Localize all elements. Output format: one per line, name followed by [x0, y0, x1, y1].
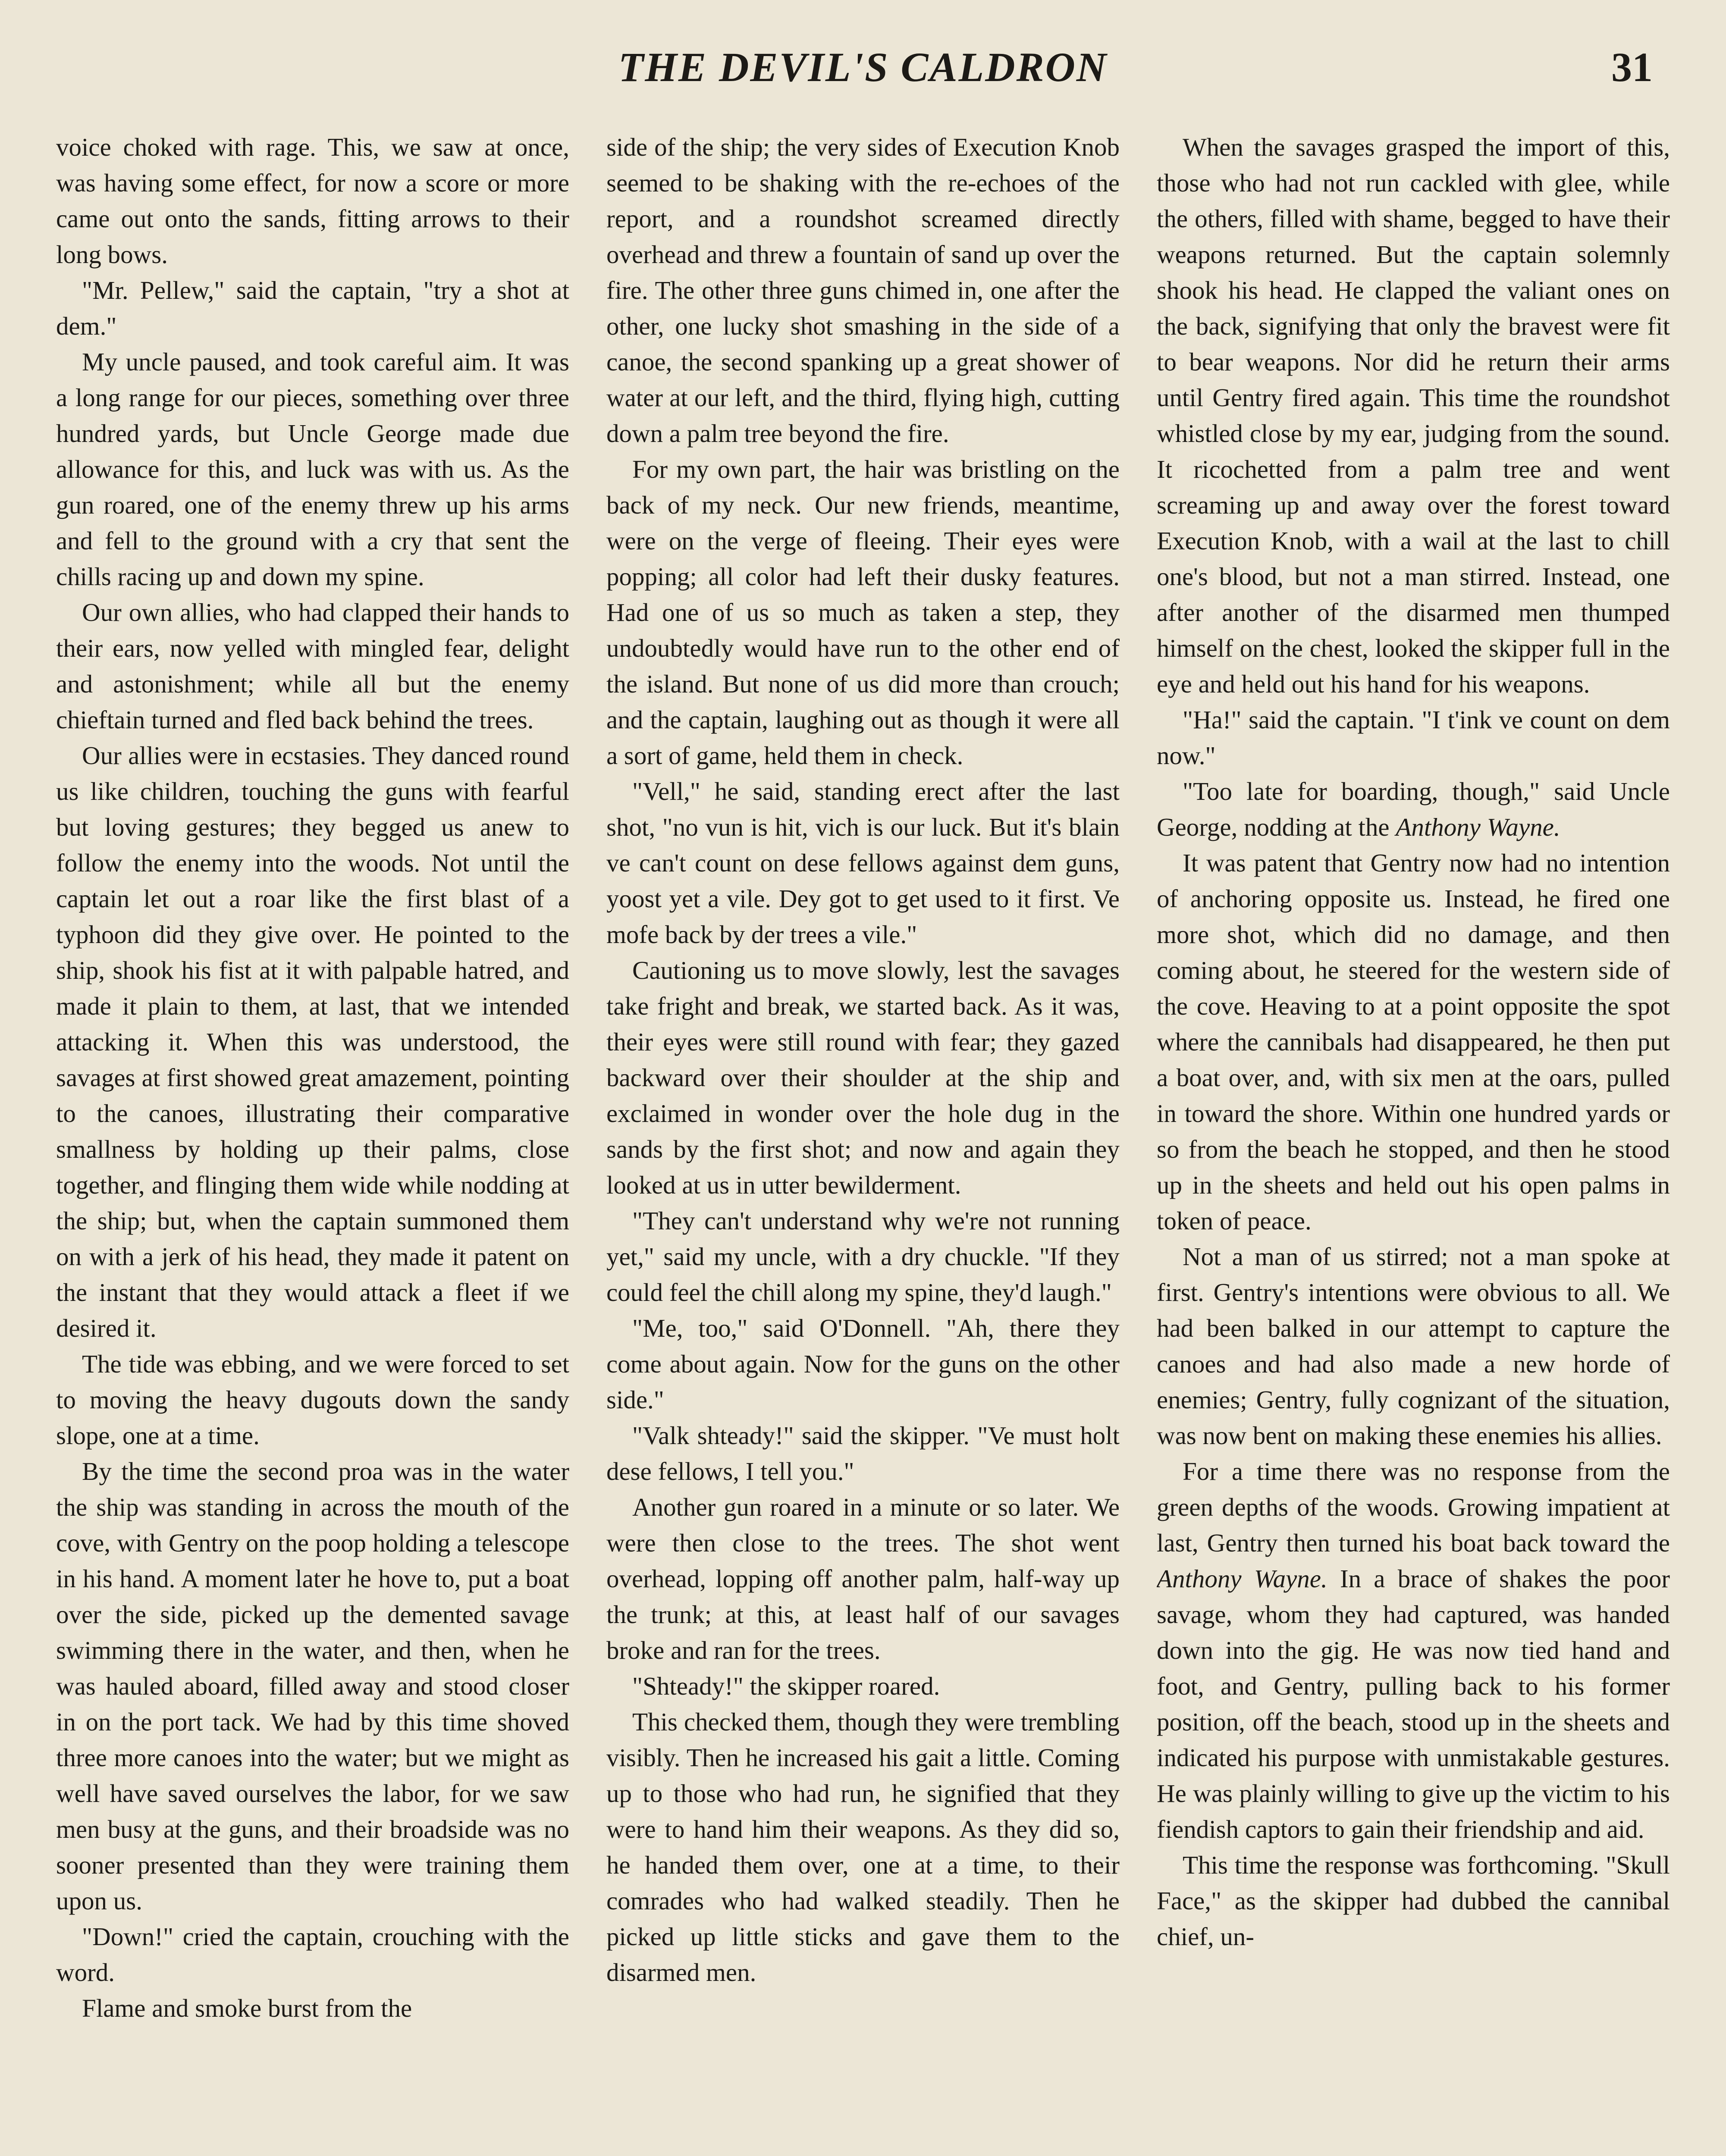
paragraph: My uncle paused, and took careful aim. It was a long range for our pieces, something over three hundred yards, but Uncle George made due allowance for this, and luck was with us. As the gun roared, one of the enemy threw up his arms and fell to the ground with a cry that sent the chills racing up and down my spine. — [56, 348, 569, 591]
paragraph: "Ha!" said the captain. "I t'ink ve count on dem now." — [1157, 705, 1670, 770]
paragraph: Flame and smoke burst from the — [82, 1994, 412, 2022]
text-column-1 — [56, 129, 569, 2156]
paragraph — [1157, 774, 1670, 845]
paragraph: Not a man of us stirred; not a man spoke at first. Gentry's intentions were obvious to all. We had been balked in our attempt to capture the canoes and had also made a new horde of enemies; Gentry, fully cognizant of the situation, was now bent on making these enemies his allies. — [1157, 1242, 1670, 1450]
paragraph: Our allies were in ecstasies. They danced round us like children, touching the guns with fearful but loving gestures; they begged us anew to follow the enemy into the woods. Not until the captain let out a roar like the first blast of a typhoon did they give over. He pointed to the ship, shook his fist at it with palpable hatred, and made it plain to them, at last, that we intended attacking it. When this was understood, the savages at first showed great amazement, pointing to the canoes, illustrating their comparative smallness by holding up their palms, close together, and flinging them wide while nodding at the ship; but, when the captain summoned them on with a jerk of his head, they made it patent on the instant that they would attack a fleet if we desired it. — [56, 741, 569, 1342]
paragraph-text: "Too late for boarding, though," said Uncle George, nodding at the — [1157, 777, 1670, 841]
ship-name: Anthony Wayne. — [1396, 813, 1560, 841]
paragraph: "Down!" cried the captain, crouching with the word. — [56, 1922, 569, 1987]
paragraph — [1157, 1454, 1670, 1847]
running-title: THE DEVIL'S CALDRON — [618, 44, 1108, 90]
paragraph: By the time the second proa was in the water the ship was standing in across the mouth of the cove, with Gentry on the poop holding a telescope in his hand. A moment later he hove to, put a boat over the side, picked up the demented savage swimming there in the water, and then, when he was hauled aboard, filled away and stood closer in on the port tack. We had by this time shoved three more canoes into the water; but we might as well have saved ourselves the labor, for we saw men busy at the guns, and their broadside was no sooner presented than they were training them upon us. — [56, 1457, 569, 1915]
paragraph-text: For a time there was no response from the green depths of the woods. Growing impatient at last, Gentry then turned his boat back toward the — [1157, 1457, 1670, 1557]
paragraph: This checked them, though they were trembling visibly. Then he increased his gait a little. Coming up to those who had run, he signified that they were to hand him their weapons. As they did so, he handed them over, one at a time, to their comrades who had walked steadily. Then he picked up little sticks and gave them to the disarmed men. — [606, 1708, 1120, 1987]
paragraph: Cautioning us to move slowly, lest the savages take fright and break, we started back. As it was, their eyes were still round with fear; they gazed backward over their shoulder at the ship and exclaimed in wonder over the hole dug in the sands by the first shot; and now and again they looked at us in utter bewilderment. — [606, 956, 1120, 1199]
paragraph: The tide was ebbing, and we were forced to set to moving the heavy dugouts down the sandy slope, one at a time. — [56, 1350, 569, 1450]
paragraph-text: In a brace of shakes the poor savage, whom they had captured, was handed down into the gig. He was now tied hand and foot, and Gentry, pulling back to his former position, off the beach, stood up in the sheets and indicated his purpose with unmistakable gestures. He was plainly willing to give up the victim to his fiendish captors to gain their friendship and aid. — [1157, 1564, 1670, 1843]
paragraph: This time the response was forthcoming. "Skull Face," as the skipper had dubbed the cannibal chief, un- — [1157, 1851, 1670, 1951]
paragraph: Our own allies, who had clapped their hands to their ears, now yelled with mingled fear, delight and astonishment; while all but the enemy chieftain turned and fled back behind the trees. — [56, 598, 569, 734]
paragraph: When the savages grasped the import of this, those who had not run cackled with glee, while the others, filled with shame, begged to have their weapons returned. But the captain solemnly shook his head. He clapped the valiant ones on the back, signifying that only the bravest were fit to bear weapons. Nor did he return their arms until Gentry fired again. This time the roundshot whistled close by my ear, judging from the sound. It ricochetted from a palm tree and went screaming up and away over the forest toward Execution Knob, with a wail at the last to chill one's blood, but not a man stirred. Instead, one after another of the disarmed men thumped himself on the chest, looked the skipper full in the eye and held out his hand for his weapons. — [1157, 133, 1670, 698]
paragraph: "Mr. Pellew," said the captain, "try a shot at dem." — [56, 276, 569, 340]
page-number: 31 — [1611, 44, 1653, 90]
paragraph: It was patent that Gentry now had no intention of anchoring opposite us. Instead, he fired one more shot, which did no damage, and then coming about, he steered for the western side of the cove. Heaving to at a point opposite the spot where the cannibals had disappeared, he then put a boat over, and, with six men at the oars, pulled in toward the shore. Within one hundred yards or so from the beach he stopped, and then he stood up in the sheets and held out his open palms in token of peace. — [1157, 849, 1670, 1235]
paragraph: "Vell," he said, standing erect after the last shot, "no vun is hit, vich is our luck. But it's blain ve can't count on dese fellows against dem guns, yoost yet a vile. Dey got to get used to it first. Ve mofe back by der trees a vile." — [606, 777, 1120, 949]
text-column-3 — [1157, 129, 1670, 2156]
text-column-2 — [606, 129, 1120, 2156]
page-header — [56, 26, 1670, 112]
paragraph: Another gun roared in a minute or so later. We were then close to the trees. The shot went overhead, lopping off another palm, half-way up the trunk; at this, at least half of our savages broke and ran for the trees. — [606, 1493, 1120, 1664]
paragraph: "Me, too," said O'Donnell. "Ah, there they come about again. Now for the guns on the other side." — [606, 1314, 1120, 1414]
paragraph: side of the ship; the very sides of Execution Knob seemed to be shaking with the re-echoes of the report, and a roundshot screamed directly overhead and threw a fountain of sand up over the fire. The other three guns chimed in, one after the other, one lucky shot smashing in the side of a canoe, the second spanking up a great shower of water at our left, and the third, flying high, cutting down a palm tree beyond the fire. — [606, 133, 1120, 448]
paragraph: "Shteady!" the skipper roared. — [632, 1672, 940, 1700]
paragraph: "They can't understand why we're not running yet," said my uncle, with a dry chuckle. "If they could feel the chill along my spine, they'd laugh." — [606, 1206, 1120, 1307]
paragraph: voice choked with rage. This, we saw at once, was having some effect, for now a score or more came out onto the sands, fitting arrows to their long bows. — [56, 133, 569, 269]
text-columns — [56, 129, 1670, 2156]
ship-name: Anthony Wayne. — [1157, 1564, 1327, 1593]
paragraph: For my own part, the hair was bristling on the back of my neck. Our new friends, meantime, were on the verge of fleeing. Their eyes were popping; all color had left their dusky features. Had one of us so much as taken a step, they undoubtedly would have run to the other end of the island. But none of us did more than crouch; and the captain, laughing out as though it were all a sort of game, held them in check. — [606, 455, 1120, 770]
paragraph: "Valk shteady!" said the skipper. "Ve must holt dese fellows, I tell you." — [606, 1421, 1120, 1485]
